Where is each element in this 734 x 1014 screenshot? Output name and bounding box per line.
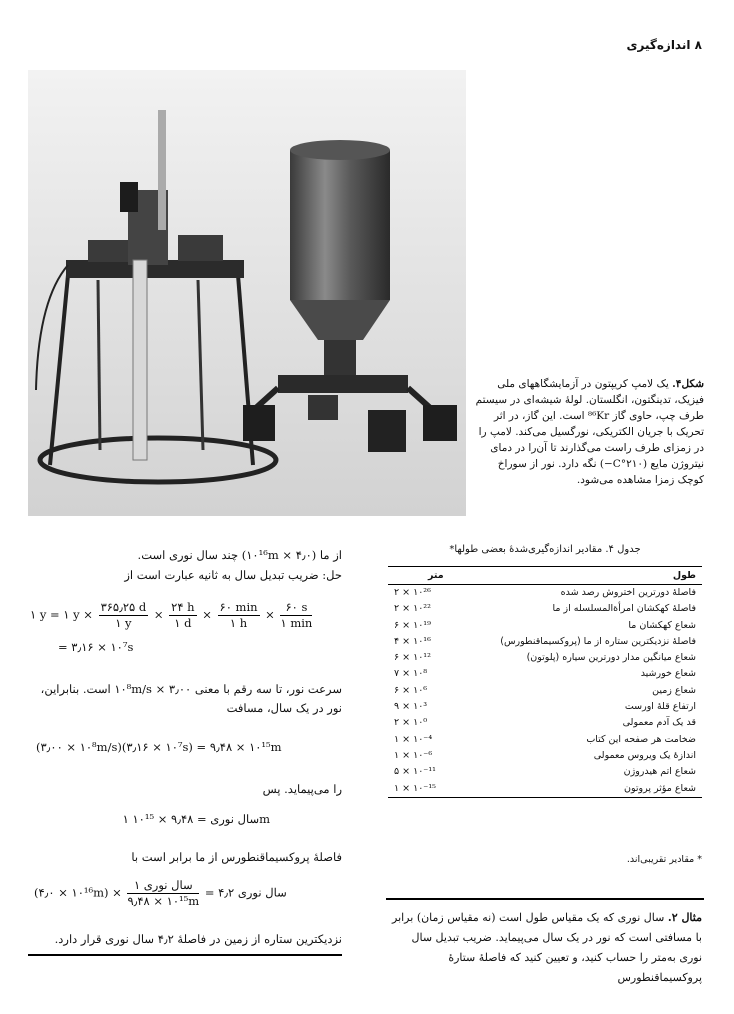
paragraph: حل: ضریب تبدیل سال به ثانیه عبارت است از: [124, 568, 342, 582]
fraction-numerator: ۶۰ s: [280, 600, 312, 616]
row-value: ۱ × ۱۰⁻⁴: [394, 733, 433, 745]
fraction: [169, 600, 196, 631]
row-label: ارتفاع قلهٔ اورست: [624, 701, 696, 713]
table-body: [388, 585, 702, 797]
row-value: ۶ × ۱۰¹²: [394, 652, 431, 664]
fraction-denominator: ۱ min: [280, 616, 313, 630]
example-top-rule: [386, 898, 704, 900]
row-value: ۶ × ۱۰⁶: [394, 684, 428, 696]
fraction-numerator: ۲۴ h: [171, 600, 195, 614]
table-row: [388, 764, 702, 780]
row-value: ۱ × ۱۰⁻¹⁵: [394, 782, 436, 794]
column-header-length: طول: [672, 570, 696, 581]
example-2: [388, 908, 702, 988]
table-row: [388, 748, 702, 764]
table-row: [388, 699, 702, 715]
row-label: شعاع مؤثر پروتون: [623, 782, 696, 794]
paragraph: سرعت نور، تا سه رقم با معنی ۳٫۰۰ × ۱۰⁸m/s است. بنابراین، نور در یک سال، مسافت: [40, 682, 342, 715]
lengths-table: [388, 566, 702, 798]
table-row: [388, 618, 702, 634]
row-label: شعاع زمین: [652, 684, 696, 696]
table-row: [388, 683, 702, 699]
table-row: [388, 601, 702, 617]
row-value: ۵ × ۱۰⁻¹¹: [394, 766, 436, 778]
figure-caption-label: شکل۴.: [672, 378, 704, 390]
left-column-bottom-rule: [28, 954, 342, 956]
row-value: ۱ × ۱۰⁻⁶: [394, 749, 433, 761]
fraction: [218, 600, 260, 631]
paragraph: را می‌پیماید. پس: [262, 782, 342, 796]
table-row: [388, 715, 702, 731]
equation-proxima-distance: [34, 878, 287, 909]
row-value: ۲ × ۱۰²²: [394, 603, 431, 615]
row-label: فاصلهٔ نزدیکترین ستاره از ما (پروکسیماقنطورس): [500, 635, 696, 647]
column-header-meter: متر: [428, 570, 444, 581]
row-value: ۹ × ۱۰³: [394, 701, 428, 713]
row-label: شعاع میانگین مدار دورترین سیاره (پلوتون): [526, 652, 696, 664]
example-text: سال نوری که یک مقیاس طول است (نه مقیاس زمان) برابر با مسافتی است که نور در یک سال می‌پیماید. ضریب تبدیل سال نوری به‌متر را حساب کنید، و تعیین کنید که فاصلهٔ ستارهٔ پروکسیماقنطورس: [392, 911, 702, 984]
krypton-lamp-photo: [28, 70, 466, 516]
row-value: ۶ × ۱۰¹⁹: [394, 619, 431, 631]
row-label: ضخامت هر صفحه این کتاب: [586, 733, 696, 745]
equation-result: = ۳٫۱۶ × ۱۰⁷s: [58, 640, 134, 654]
row-label: شعاع اتم هیدروژن: [623, 766, 696, 778]
paragraph: نزدیکترین ستاره از زمین در فاصلهٔ ۴٫۲ سال نوری قرار دارد.: [54, 932, 342, 946]
paragraph: از ما (۴٫۰ × ۱۰¹⁶m) چند سال نوری است.: [137, 548, 342, 562]
fraction: [127, 878, 199, 909]
equation-term: = ۴٫۲ سال نوری: [204, 885, 287, 900]
page-header: ۸ اندازه‌گیری: [626, 38, 702, 52]
row-label: شعاع خورشید: [640, 668, 696, 680]
table-row: [388, 732, 702, 748]
equation-light-distance: (۳٫۰۰ × ۱۰⁸m/s)(۳٫۱۶ × ۱۰⁷s) = ۹٫۴۸ × ۱۰¹⁵m: [36, 740, 282, 754]
table-footnote: * مقادیر تقریبی‌اند.: [626, 854, 702, 865]
row-label: فاصلهٔ کهکشان امرأةالمسلسله از ما: [552, 603, 696, 615]
fraction-numerator: ۳۶۵٫۲۵ d: [100, 600, 147, 614]
equation-term: (۴٫۰ × ۱۰¹⁶m) ×: [34, 885, 122, 900]
row-label: قد یک آدم معمولی: [622, 717, 696, 729]
fraction-denominator: ۱ h: [229, 616, 248, 630]
fraction-denominator: ۱ d: [174, 616, 192, 630]
table-title: جدول ۴. مقادیر اندازه‌گیری‌شدهٔ بعضی طولها*: [449, 544, 641, 555]
krypton-lamp-illustration: [28, 70, 466, 516]
figure-caption: [472, 376, 704, 488]
row-label: فاصلهٔ دورترین اختروش رصد شده: [560, 587, 696, 598]
table-row: [388, 585, 702, 601]
equation-year-seconds: ۱ y = ۱ y × $\frac{۳۶۵٫۲۵ d}{۱ y}$ × $\frac{۲۴ h}{۱ d}$ × $\frac{۶۰ \min}{۱ h}$ × $\frac{۶۰ s}{۱ \min}$: [30, 600, 313, 630]
figure-caption-text: یک لامپ کریپتون در آزمایشگاههای ملی فیزیک، تدینگتون، انگلستان. لولهٔ شیشه‌ای در سیستم طرف چپ، حاوی گاز ⁸⁶Kr است. این گاز، در اثر تحریک با جریان الکتریکی، نورگسیل می‌کند. لامپ را در زمزای طرف راست می‌گذارند تا آن‌را در دمای نیتروژن مایع (۲۱۰°C−) نگه دارد. نور از سوراخ کوچک زمزا مشاهده می‌شود.: [475, 378, 704, 486]
fraction: [99, 600, 149, 631]
row-value: ۷ × ۱۰⁸: [394, 668, 428, 680]
fraction-numerator: ۱ سال نوری: [127, 878, 199, 894]
row-value: ۴ × ۱۰¹⁶: [394, 635, 431, 647]
fraction-denominator: ۹٫۴۸ × ۱۰¹⁵m: [127, 894, 200, 908]
equation-term: ۱ y = ۱ y ×: [30, 607, 93, 622]
paragraph: فاصلهٔ پروکسیماقنطورس از ما برابر است با: [131, 850, 342, 864]
table-header: [388, 567, 702, 585]
fraction: [280, 600, 312, 631]
row-label: شعاع کهکشان ما: [628, 619, 696, 631]
row-value: ۲ × ۱۰²⁶: [394, 587, 431, 598]
row-label: اندازهٔ یک ویروس معمولی: [593, 749, 696, 761]
table-row: [388, 781, 702, 797]
table-row: [388, 634, 702, 650]
table-row: [388, 666, 702, 682]
equation-light-year: ۱ سال نوری = ۹٫۴۸ × ۱۰¹⁵m: [122, 812, 270, 826]
fraction-denominator: ۱ y: [115, 616, 132, 630]
fraction-numerator: ۶۰ min: [219, 600, 258, 614]
table-row: [388, 650, 702, 666]
row-value: ۲ × ۱۰⁰: [394, 717, 428, 729]
example-label: مثال ۲.: [667, 911, 702, 924]
